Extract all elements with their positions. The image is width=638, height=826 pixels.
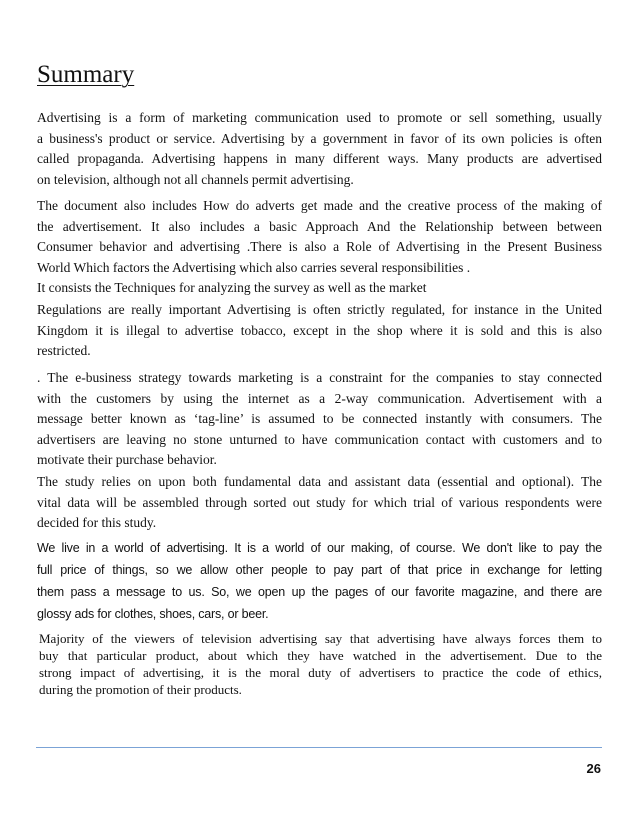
paragraph-ebusiness — [37, 368, 602, 471]
text-line: a business's product or service. Advertising by a government in favor of its own policies is often — [37, 130, 602, 146]
paragraph-intro — [37, 108, 602, 190]
paragraph-study — [37, 472, 602, 534]
text-line: motivate their purchase behavior. — [37, 452, 217, 467]
paragraph-regulations — [37, 300, 602, 362]
text-line: them pass a message to us. So, we open up the pages of our favorite magazine, and there are — [37, 585, 602, 599]
text-line: Advertising is a form of marketing communication used to promote or sell something, usually — [37, 110, 602, 125]
paragraph-document-overview — [37, 196, 602, 299]
paragraph-world-of-advertising — [37, 537, 602, 625]
paragraph-ethics — [39, 630, 602, 698]
text-line: Consumer behavior and advertising .There is also a Role of Advertising in the Present Business — [37, 239, 602, 254]
text-line: advertisers are leaving no stone unturned to have communication contact with customers and to — [37, 431, 602, 447]
page-title: Summary — [37, 61, 135, 88]
text-line: Kingdom it is illegal to advertise tobacco, except in the shop where it is sold and this is also — [37, 322, 602, 338]
text-line: glossy ads for clothes, shoes, cars, or beer. — [37, 607, 269, 621]
text-line: We live in a world of advertising. It is a world of our making, of course. We don't like to pay the — [37, 541, 602, 555]
text-line: Majority of the viewers of television advertising say that advertising have always forces them to — [39, 631, 602, 646]
text-line: strong impact of advertising, it is the moral duty of advertisers to practice the code of ethics, — [39, 665, 602, 680]
text-line: Regulations are really important Advertising is often strictly regulated, for instance in the United — [37, 302, 602, 317]
text-line: . The e-business strategy towards marketing is a constraint for the companies to stay connected — [37, 370, 602, 385]
text-line: decided for this study. — [37, 515, 157, 530]
text-line: on television, although not all channels permit advertising. — [37, 171, 354, 187]
text-line: message better known as ‘tag-line’ is assumed to be connected instantly with consumers. The — [37, 411, 602, 426]
text-line: during the promotion of their products. — [39, 682, 242, 697]
text-line: with the customers by using the internet as a 2-way communication. Advertisement with a — [37, 390, 602, 406]
page-number: 26 — [586, 761, 601, 776]
text-line: It consists the Techniques for analyzing the survey as well as the market — [37, 280, 427, 295]
text-line: World Which factors the Advertising which also carries several responsibilities . — [37, 259, 471, 275]
text-line: vital data will be assembled through sorted out study for which trial of various respondents were — [37, 494, 602, 510]
text-line: full price of things, so we allow other people to pay part of that price in exchange for letting — [37, 563, 602, 577]
text-line: buy that particular product, about which they have watched in the advertisement. Due to the — [39, 648, 602, 663]
footer-divider — [36, 747, 602, 748]
text-line: The document also includes How do adverts get made and the creative process of the making of — [37, 198, 602, 213]
text-line: The study relies on upon both fundamental data and assistant data (essential and optional). The — [37, 474, 602, 489]
text-line: restricted. — [37, 343, 91, 358]
text-line: the advertisement. It also includes a basic Approach And the Relationship between between — [37, 218, 602, 234]
text-line: called propaganda. Advertising happens in many different ways. Many products are advertised — [37, 151, 602, 166]
